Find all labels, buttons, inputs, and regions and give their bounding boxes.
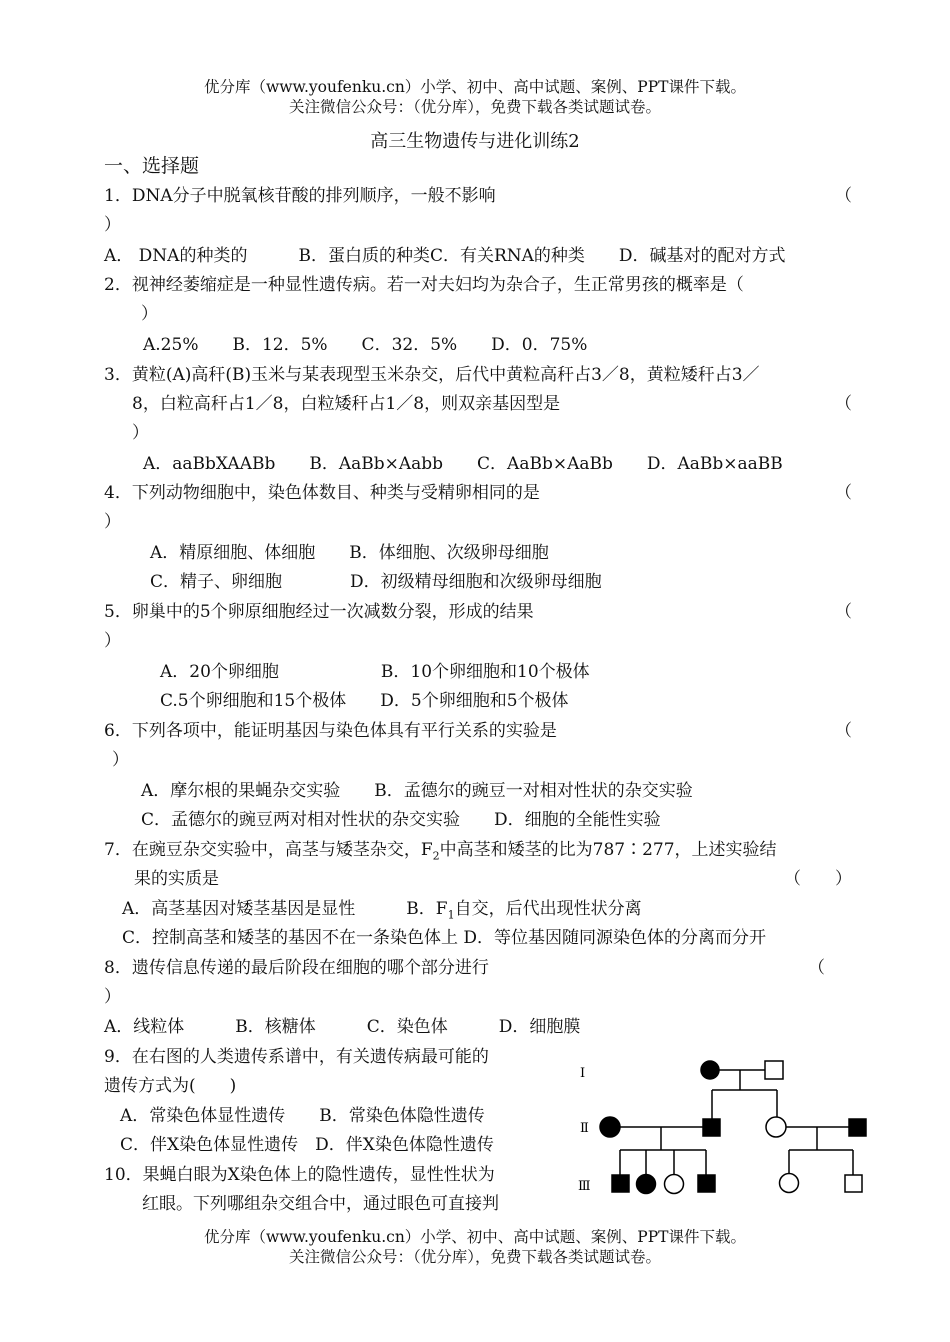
generation-label-2: Ⅱ: [580, 1121, 589, 1136]
question-2-stem: 2．视神经萎缩症是一种显性遗传病。若一对夫妇均为杂合子，生正常男孩的概率是（: [104, 275, 744, 295]
pedigree-II4-affected-male: [849, 1119, 866, 1136]
page-title: 高三生物遗传与进化训练2: [370, 131, 580, 152]
question-8-options: A．线粒体 B．核糖体 C．染色体 D．细胞膜: [104, 1017, 581, 1037]
question-7-opt1b: 自交，后代出现性状分离: [454, 899, 642, 919]
question-8-paren-open: （: [808, 958, 825, 978]
pedigree-I1-affected-female: [701, 1061, 719, 1079]
question-6-paren-open: （: [835, 721, 852, 741]
question-5-paren-close: ）: [104, 631, 121, 651]
question-1-paren-open: （: [835, 186, 852, 206]
question-6-stem: 6．下列各项中，能证明基因与染色体具有平行关系的实验是: [104, 721, 557, 741]
question-10-stem-2: 红眼。下列哪组杂交组合中，通过眼色可直接判: [142, 1194, 499, 1214]
generation-label-3: Ⅲ: [578, 1179, 591, 1194]
question-4-paren-close: ）: [104, 512, 121, 532]
question-9-stem-2: 遗传方式为( ): [104, 1076, 237, 1096]
question-1-stem: 1．DNA分子中脱氧核苷酸的排列顺序，一般不影响: [104, 186, 496, 206]
question-3-options: A．aaBbXAABb B．AaBb×Aabb C．AaBb×AaBb D．AaBb×aaBB: [143, 454, 783, 474]
question-7-stem-2: 果的实质是: [134, 869, 219, 889]
question-4-options-1: A．精原细胞、体细胞 B．体细胞、次级卵母细胞: [150, 543, 549, 563]
pedigree-III5-normal-female: [780, 1174, 799, 1193]
pedigree-I2-normal-male: [765, 1061, 783, 1079]
question-8-paren-close: ）: [104, 987, 121, 1007]
pedigree-II3-normal-female: [766, 1117, 786, 1137]
question-6-options-2: C．孟德尔的豌豆两对相对性状的杂交实验 D．细胞的全能性实验: [141, 810, 661, 830]
question-3-paren-open: （: [835, 394, 852, 414]
pedigree-III6-normal-male: [845, 1175, 862, 1192]
pedigree-II1-affected-female: [600, 1117, 620, 1137]
question-5-paren-open: （: [835, 602, 852, 622]
question-7-opt1a: A．高茎基因对矮茎基因是显性 B．F: [122, 899, 448, 919]
question-7-paren: （ ）: [784, 869, 852, 889]
question-3-stem-1: 3．黄粒(A)高秆(B)玉米与某表现型玉米杂交，后代中黄粒高秆占3／8，黄粒矮秆占3／: [104, 365, 760, 385]
generation-label-1: Ⅰ: [580, 1066, 586, 1081]
question-9-options-1: A．常染色体显性遗传 B．常染色体隐性遗传: [120, 1106, 485, 1126]
question-7-sub-2: 2: [432, 849, 440, 863]
pedigree-chart: [570, 1055, 870, 1200]
question-7-options-1: [122, 898, 642, 926]
question-2-options: A.25% B．12．5% C．32．5% D．0．75%: [143, 335, 588, 355]
pedigree-III2-affected-female: [637, 1175, 656, 1194]
question-2-paren-close: ）: [141, 304, 158, 324]
question-9-options-2: C．伴X染色体显性遗传 D．伴X染色体隐性遗传: [120, 1135, 494, 1155]
header-line-1: 优分库（www.youfenku.cn）小学、初中、高中试题、案例、PPT课件下载。: [203, 78, 747, 96]
question-7-stem-1a: 7．在豌豆杂交实验中，高茎与矮茎杂交，F: [104, 840, 433, 860]
header-line-2: 关注微信公众号：（优分库），免费下载各类试题试卷。: [288, 98, 661, 116]
pedigree-III4-affected-male: [698, 1175, 715, 1192]
question-7-stem-1: [104, 839, 777, 867]
question-7-stem-1b: 中高茎和矮茎的比为787∶277，上述实验结: [439, 840, 777, 860]
question-7-sub-1: 1: [447, 908, 455, 922]
question-5-options-2: C.5个卵细胞和15个极体 D．5个卵细胞和5个极体: [160, 691, 569, 711]
footer-line-1: 优分库（www.youfenku.cn）小学、初中、高中试题、案例、PPT课件下载。: [203, 1228, 747, 1246]
question-3-paren-close: ）: [132, 423, 149, 443]
question-1-options: A． DNA的种类的 B．蛋白质的种类C．有关RNA的种类 D．碱基对的配对方式: [104, 246, 786, 266]
section-heading: 一、选择题: [104, 155, 200, 177]
question-1-paren-close: ）: [104, 215, 121, 235]
question-4-options-2: C．精子、卵细胞 D．初级精母细胞和次级卵母细胞: [150, 572, 602, 592]
pedigree-III3-normal-female: [665, 1175, 684, 1194]
question-7-options-2: C．控制高茎和矮茎的基因不在一条染色体上 D．等位基因随同源染色体的分离而分开: [122, 928, 767, 948]
question-10-stem-1: 10．果蝇白眼为X染色体上的隐性遗传，显性性状为: [104, 1165, 495, 1185]
question-8-stem: 8．遗传信息传递的最后阶段在细胞的哪个部分进行: [104, 958, 489, 978]
pedigree-III1-affected-male: [612, 1175, 629, 1192]
question-9-stem-1: 9．在右图的人类遗传系谱中，有关遗传病最可能的: [104, 1047, 489, 1067]
question-4-paren-open: （: [835, 483, 852, 503]
question-6-options-1: A．摩尔根的果蝇杂交实验 B．孟德尔的豌豆一对相对性状的杂交实验: [141, 781, 693, 801]
question-3-stem-2: 8，白粒高秆占1／8，白粒矮秆占1／8，则双亲基因型是: [132, 394, 561, 414]
footer-line-2: 关注微信公众号：（优分库），免费下载各类试题试卷。: [288, 1248, 661, 1266]
question-5-options-1: A．20个卵细胞 B．10个卵细胞和10个极体: [160, 662, 590, 682]
question-6-paren-close: ）: [112, 750, 129, 770]
pedigree-II2-affected-male: [703, 1119, 720, 1136]
question-5-stem: 5．卵巢中的5个卵原细胞经过一次减数分裂，形成的结果: [104, 602, 534, 622]
question-4-stem: 4．下列动物细胞中，染色体数目、种类与受精卵相同的是: [104, 483, 540, 503]
